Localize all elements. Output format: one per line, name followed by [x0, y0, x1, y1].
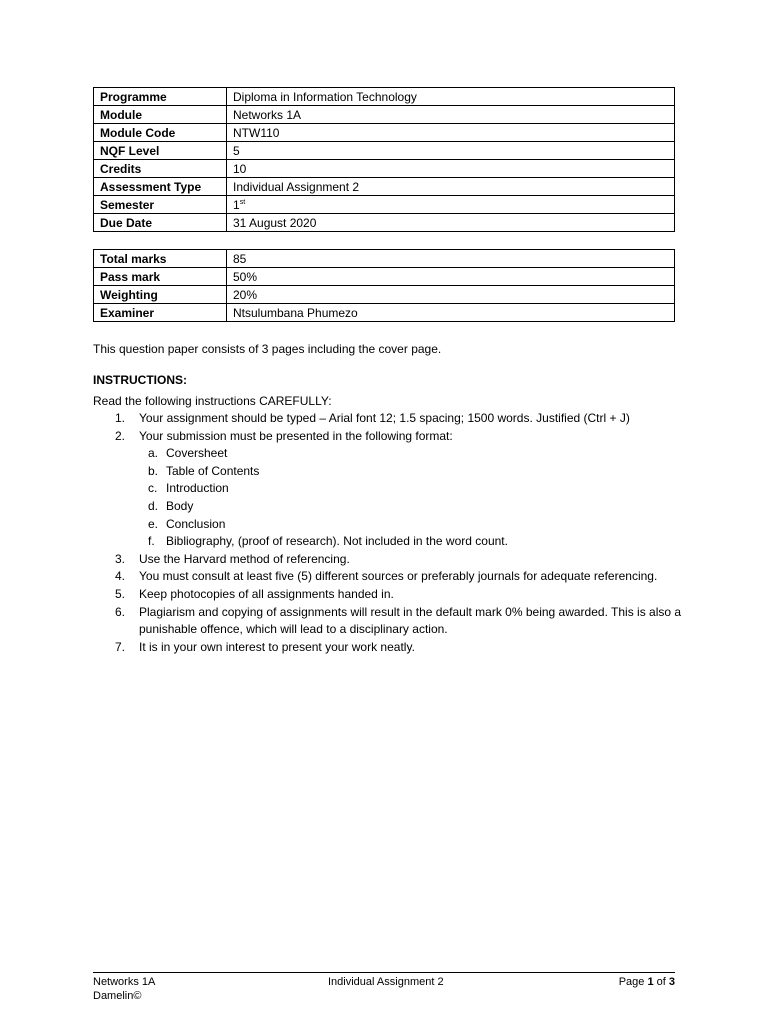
module-info-row — [94, 106, 675, 124]
instruction-text: Use the Harvard method of referencing. — [139, 551, 350, 566]
field-value-superscript: st — [239, 198, 246, 206]
intro-text: This question paper consists of 3 pages including the cover page. — [93, 342, 442, 356]
instruction-text: Your submission must be presented in the following format: — [139, 428, 453, 443]
format-item — [139, 533, 683, 551]
format-letter: e. — [148, 516, 159, 531]
field-value — [227, 160, 675, 178]
footer-module: Networks 1A — [93, 976, 156, 988]
field-value-text: 85 — [233, 251, 247, 266]
module-info-row — [94, 88, 675, 106]
field-label: Total marks — [94, 250, 227, 268]
instruction-item — [93, 604, 683, 639]
marks-info-table — [93, 249, 675, 322]
format-text: Bibliography, (proof of research). Not included in the word count. — [166, 534, 508, 549]
instruction-item — [93, 639, 683, 657]
field-value-text: 5 — [233, 143, 240, 158]
format-letter: b. — [148, 463, 159, 478]
format-text: Coversheet — [166, 446, 228, 461]
format-sublist — [139, 445, 683, 551]
page-total: 3 — [668, 976, 675, 988]
field-value — [227, 214, 675, 232]
field-value-text: 1 — [233, 197, 240, 212]
format-letter: d. — [148, 498, 159, 513]
instruction-number: 3. — [115, 551, 126, 566]
field-value-text: 20% — [233, 287, 258, 302]
instruction-item — [93, 410, 683, 428]
marks-info-rows — [94, 250, 675, 322]
footer-brand: Damelin© — [93, 990, 142, 1002]
instruction-number: 4. — [115, 569, 126, 584]
field-value — [227, 142, 675, 160]
field-value-text: NTW110 — [233, 125, 280, 140]
format-text: Table of Contents — [166, 463, 260, 478]
format-letter: a. — [148, 446, 159, 461]
field-value — [227, 196, 675, 214]
footer-divider — [93, 972, 675, 973]
marks-info-row — [94, 268, 675, 286]
format-item — [139, 463, 683, 481]
footer-title: Individual Assignment 2 — [328, 976, 444, 988]
module-info-rows — [94, 88, 675, 232]
field-label: Pass mark — [94, 268, 227, 286]
module-info-row — [94, 124, 675, 142]
field-label: NQF Level — [94, 142, 227, 160]
marks-info-row — [94, 286, 675, 304]
format-text: Introduction — [166, 481, 229, 496]
format-item — [139, 498, 683, 516]
instruction-item — [93, 551, 683, 569]
field-value — [227, 178, 675, 196]
field-label: Module Code — [94, 124, 227, 142]
field-value — [227, 286, 675, 304]
instruction-text: Keep photocopies of all assignments handed in. — [139, 586, 394, 601]
field-value-text: Individual Assignment 2 — [233, 179, 360, 194]
field-label: Weighting — [94, 286, 227, 304]
instruction-number: 7. — [115, 639, 126, 654]
instructions-heading: INSTRUCTIONS: — [93, 373, 187, 387]
page-prefix: Page — [618, 976, 648, 988]
format-text: Conclusion — [166, 516, 226, 531]
field-value — [227, 124, 675, 142]
field-label: Credits — [94, 160, 227, 178]
format-letter: c. — [148, 481, 158, 496]
field-label: Due Date — [94, 214, 227, 232]
module-info-row — [94, 178, 675, 196]
instruction-number: 5. — [115, 586, 126, 601]
instruction-item — [93, 586, 683, 604]
instruction-text: Plagiarism and copying of assignments will result in the default mark 0% being awarded. This is also a — [139, 604, 682, 619]
instructions-list — [93, 410, 683, 656]
format-text: Body — [166, 498, 194, 513]
marks-info-row — [94, 250, 675, 268]
footer-page-number — [619, 975, 675, 989]
field-value — [227, 268, 675, 286]
page-current: 1 — [647, 976, 654, 988]
page-mid: of — [653, 976, 669, 988]
instruction-number: 6. — [115, 604, 126, 619]
field-label: Examiner — [94, 304, 227, 322]
field-label: Semester — [94, 196, 227, 214]
instruction-item — [93, 428, 683, 551]
field-value-text: Ntsulumbana Phumezo — [233, 305, 358, 320]
format-item — [139, 480, 683, 498]
field-value-text: Diploma in Information Technology — [233, 89, 417, 104]
format-letter: f. — [148, 534, 155, 549]
field-value — [227, 304, 675, 322]
format-item — [139, 516, 683, 534]
marks-info-row — [94, 304, 675, 322]
module-info-row — [94, 142, 675, 160]
field-label: Programme — [94, 88, 227, 106]
field-value-text: 50% — [233, 269, 258, 284]
module-info-row — [94, 160, 675, 178]
field-value — [227, 250, 675, 268]
instruction-text: You must consult at least five (5) different sources or preferably journals for adequate referencing. — [139, 569, 658, 584]
field-value-text: Networks 1A — [233, 107, 302, 122]
field-value — [227, 88, 675, 106]
instruction-number: 1. — [115, 411, 126, 425]
module-info-table — [93, 87, 675, 232]
field-value-text: 31 August 2020 — [233, 215, 317, 230]
field-label: Module — [94, 106, 227, 124]
instruction-text-continued: punishable offence, which will lead to a disciplinary action. — [139, 622, 448, 637]
instruction-number: 2. — [115, 428, 126, 443]
field-value-text: 10 — [233, 161, 247, 176]
module-info-row — [94, 196, 675, 214]
module-info-row — [94, 214, 675, 232]
instruction-text: Your assignment should be typed – Arial font 12; 1.5 spacing; 1500 words. Justified (Ctrl + J) — [139, 411, 630, 425]
format-item — [139, 445, 683, 463]
field-value — [227, 106, 675, 124]
instructions-lead: Read the following instructions CAREFULLY: — [93, 394, 332, 408]
field-label: Assessment Type — [94, 178, 227, 196]
instruction-text: It is in your own interest to present your work neatly. — [139, 639, 415, 654]
instruction-item — [93, 568, 683, 586]
